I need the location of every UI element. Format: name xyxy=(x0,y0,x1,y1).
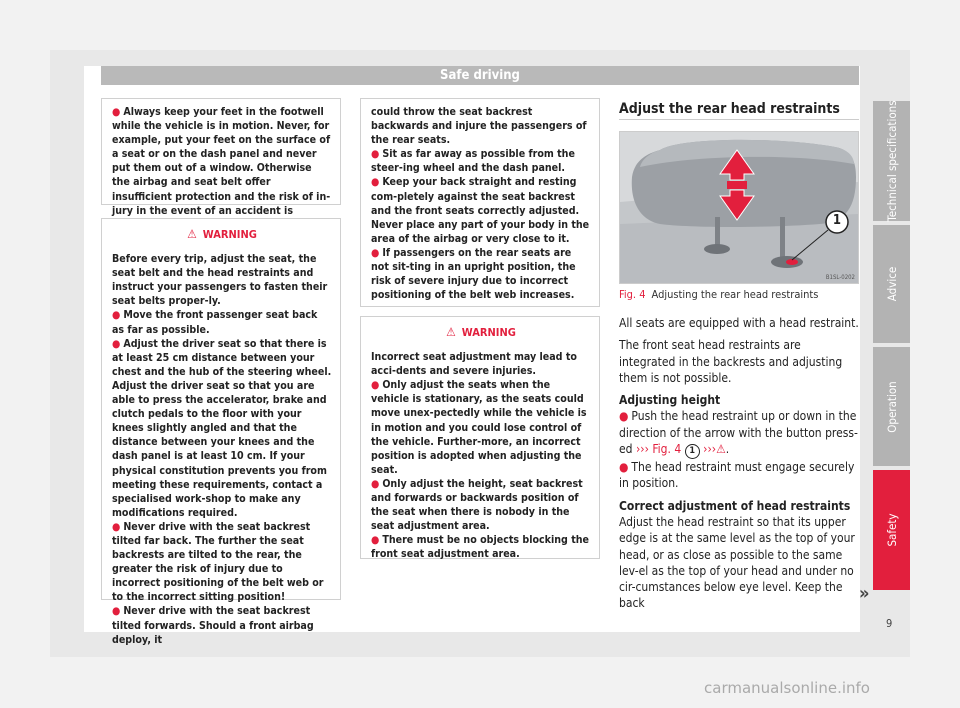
bullet-icon: ● xyxy=(112,520,121,533)
warning-box-2 xyxy=(360,316,600,559)
bullet-icon: ● xyxy=(112,337,121,350)
figure-caption: Fig. 4 Adjusting the rear head restraints xyxy=(619,288,819,301)
list-item: ● Only adjust the seats when the vehicle is stationary, as the seats could move unex-pectedly while the vehicle is in motion and you could lose control of the vehicle. Further-more, an incorrect position is adopted when adjusting the seat. xyxy=(371,379,587,476)
figure-image xyxy=(619,131,859,284)
bullet-icon: ● xyxy=(371,477,380,490)
warning-triangle-icon: ⚠ xyxy=(446,325,456,339)
figure-label: Fig. 4 xyxy=(619,288,646,301)
bullet-icon: ● xyxy=(619,409,629,424)
tab-technical-specifications[interactable]: Technical specifications xyxy=(873,101,910,221)
warning-continuation-box xyxy=(360,98,600,307)
bullet-icon: ● xyxy=(371,148,380,161)
list-item: ● Never drive with the seat backrest tilted far back. The further the seat backrests are tilted to the rear, the greater the risk of injury due to incorrect positioning of the belt web or to the incorrect sitting position! xyxy=(112,520,324,604)
paragraph: The front seat head restraints are integrated in the backrests and adjusting them is not possible. xyxy=(619,338,843,385)
warning-reference-arrows[interactable]: ››› xyxy=(703,442,717,457)
list-item: ● Keep your back straight and resting com-pletely against the seat backrest and the front seats correctly adjusted. Never place any part of your body in the area of the airbag or very close to it. xyxy=(371,176,590,245)
paragraph: Adjust the head restraint so that its upper edge is at the same level as the top of your head, or as close as possible to the same lev-el as the top of your head and under no cir-cumstances below eye level. Keep the back xyxy=(619,514,855,611)
caution-box xyxy=(101,98,341,217)
bullet-icon: ● xyxy=(371,246,380,259)
list-item: ● Sit as far away as possible from the steer-ing wheel and the dash panel. xyxy=(371,148,575,175)
watermark: carmanualsonline.info xyxy=(704,679,870,697)
bullet-icon: ● xyxy=(371,176,380,189)
bullet-icon: ● xyxy=(371,534,380,547)
continuation-text: could throw the seat backrest backwards and injure the passengers of the rear seats. xyxy=(371,106,587,147)
subheading: Correct adjustment of head restraints xyxy=(619,498,851,513)
paragraph: All seats are equipped with a head restraint. xyxy=(619,316,859,330)
list-item: ● Never drive with the seat backrest tilted forwards. Should a front airbag deploy, it xyxy=(112,605,314,646)
warning-heading: ⚠ WARNING xyxy=(446,325,516,339)
warning-box-1 xyxy=(101,218,341,646)
section-heading: Adjust the rear head restraints xyxy=(619,101,840,117)
figure-reference-link[interactable]: ››› Fig. 4 xyxy=(635,442,682,457)
bullet-icon: ● xyxy=(112,309,121,322)
bullet-icon: ● xyxy=(371,379,380,392)
bullet-icon: ● xyxy=(112,605,121,618)
warning-intro: Incorrect seat adjustment may lead to acci-dents and severe injuries. xyxy=(371,351,577,378)
list-item: ● If passengers on the rear seats are not sit-ting in an upright position, the risk of severe injury due to incorrect positioning of the belt web increases. xyxy=(371,246,576,302)
list-item: ● Only adjust the height, seat backrest and forwards or backwards position of the seat when there is nobody in the seat adjustment area. xyxy=(371,477,583,533)
callout-number: 1 xyxy=(685,444,700,459)
tab-operation[interactable]: Operation xyxy=(873,347,910,466)
caution-text: ● Always keep your feet in the footwell while the vehicle is in motion. Never, for example, put your feet on the surface of a seat or on the dash panel and never put them out of a window. Otherwise the airbag and seat belt offer insufficient protection and the risk of in-jury in the event of an accident is xyxy=(112,106,331,217)
page-number: 9 xyxy=(886,617,893,630)
list-item: ● There must be no objects blocking the front seat adjustment area. xyxy=(371,534,590,561)
page-header: Safe driving xyxy=(101,66,859,85)
bullet-icon: ● xyxy=(619,460,629,475)
section-heading-rule xyxy=(619,101,859,120)
list-item: ● Push the head restraint up or down in the direction of the arrow with the button press-ed ››› Fig. 4 1 ›››⚠. xyxy=(619,408,859,459)
tab-safety[interactable]: Safety xyxy=(873,470,910,590)
figure-code: B1SL-0202 xyxy=(825,274,855,281)
list-item: ● Move the front passenger seat back as far as possible. xyxy=(112,309,318,336)
continue-arrow-icon: » xyxy=(859,583,870,604)
body-text xyxy=(619,315,859,612)
bullet-icon: ● xyxy=(112,106,121,118)
figure-callout: 1 xyxy=(832,213,842,228)
list-item: ● Adjust the driver seat so that there is at least 25 cm distance between your chest and the hub of the steering wheel. Adjust the driver seat so that you are able to press the accelerator, brake and clutch pedals to the floor with your knees slightly angled and that the distance between your knees and the dash panel is at least 10 cm. If your physical constitution prevents you from meeting these requirements, contact a specialised work-shop to make any modifications required. xyxy=(112,337,332,519)
warning-heading: ⚠ WARNING xyxy=(187,227,257,241)
warning-intro: Before every trip, adjust the seat, the seat belt and the head restraints and instruct your passengers to fasten their seat belts proper-ly. xyxy=(112,253,328,308)
warning-triangle-icon: ⚠ xyxy=(187,227,197,241)
list-item: ● The head restraint must engage securely in position. xyxy=(619,460,855,491)
subheading: Adjusting height xyxy=(619,393,721,408)
warning-reference-icon[interactable]: ⚠ xyxy=(716,442,726,457)
tab-advice[interactable]: Advice xyxy=(873,225,910,343)
